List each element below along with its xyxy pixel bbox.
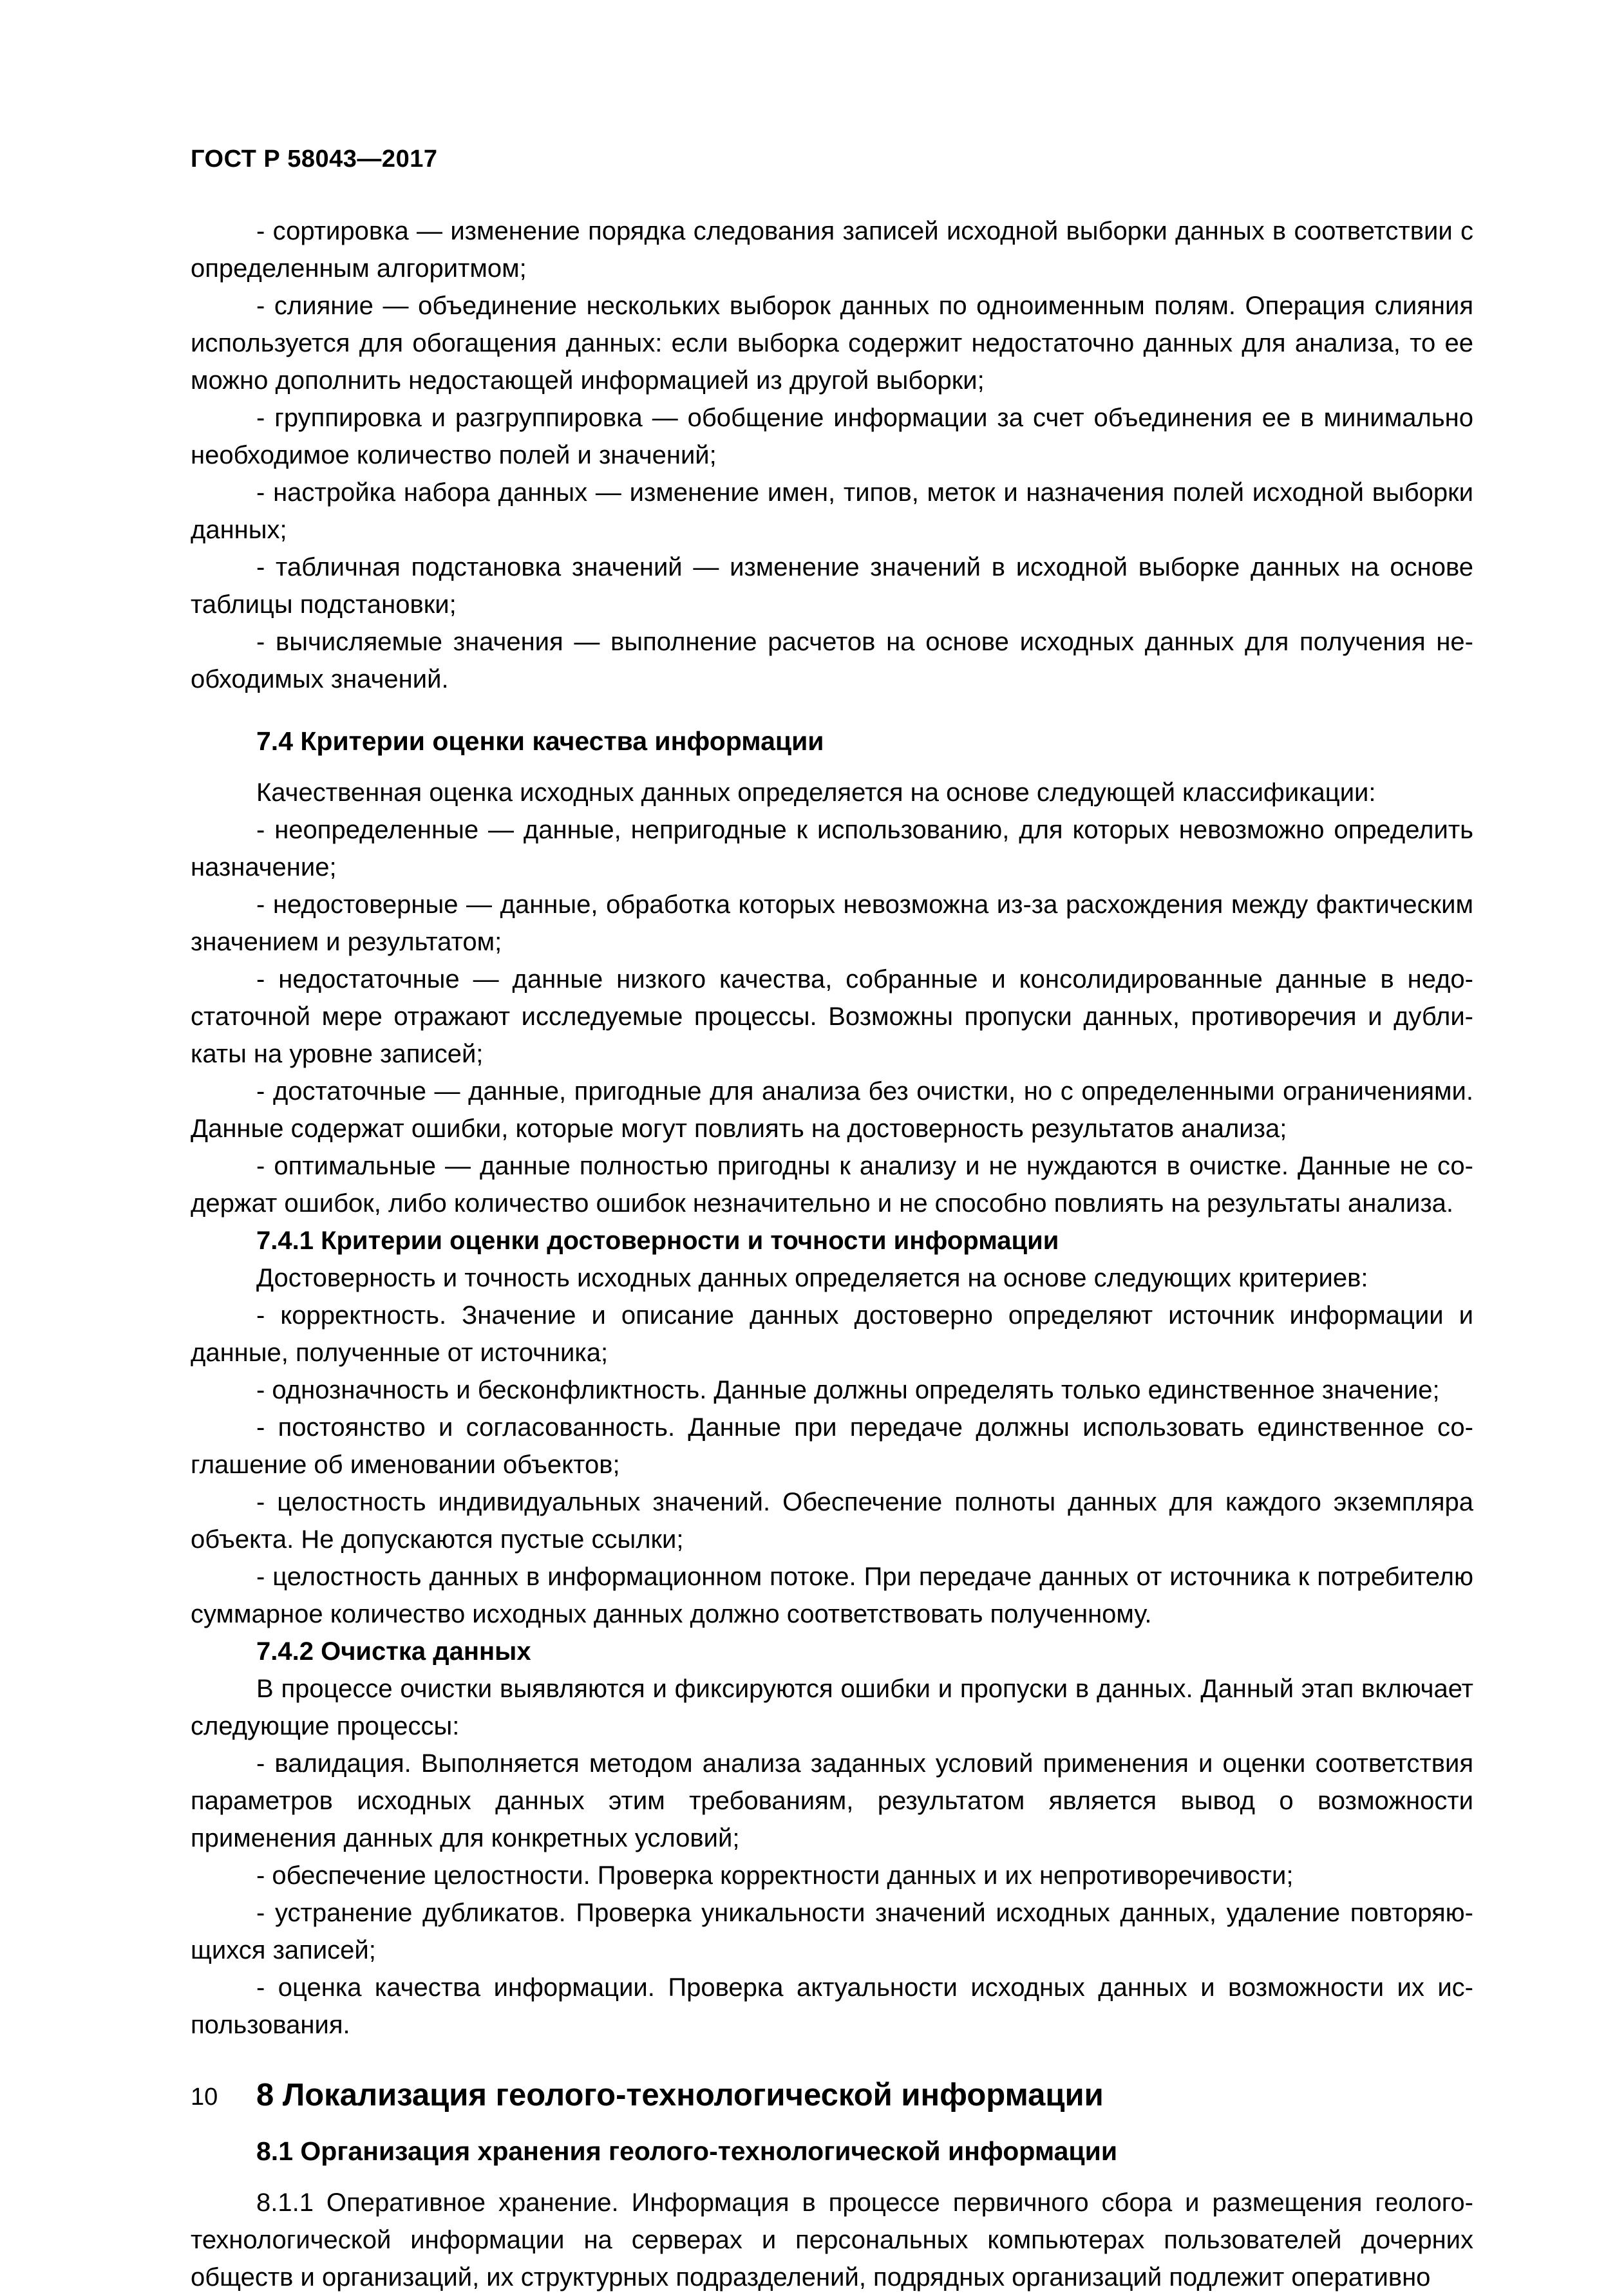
- criteria-item-individual-integrity: - целостность индивидуальных значений. Обеспечение полноты данных для каждого экземпляра объекта. Не допускаются пустые ссылки;: [191, 1488, 1473, 1554]
- list-item-dataset-setup: - настройка набора данных — изменение имен, типов, меток и назначения полей исходной выборки данных;: [191, 478, 1473, 544]
- list-item-table-substitution: - табличная подстановка значений — изменение значений в исходной выборке данных на основе таблицы подстановки;: [191, 553, 1473, 619]
- section-title-7-4-1: 7.4.1 Критерии оценки достоверности и точности информации: [256, 1227, 1059, 1255]
- document-body: [191, 212, 1473, 2296]
- list-item-sorting: - сортировка — изменение порядка следования записей исходной выборки данных в соответствии с определенным алгоритмом;: [191, 217, 1473, 283]
- standard-header: ГОСТ Р 58043—2017: [191, 146, 438, 173]
- paragraph-8-1-1: 8.1.1 Оперативное хранение. Информация в процессе первичного сбора и размещения геолого-технологической информации на серверах и персональных компьютерах пользователей дочерних обществ и организаций, их структурных подразделений, подрядных организаций подлежит оперативно: [191, 2188, 1473, 2291]
- section-title-7-4: 7.4 Критерии оценки качества информации: [256, 726, 824, 756]
- cleaning-item-integrity: - обеспечение целостности. Проверка корректности данных и их непротиворечивости;: [256, 1861, 1294, 1890]
- list-item-calculated-values: - вычисляемые значения — выполнение расчетов на основе исходных данных для получения необходимых значений.: [191, 628, 1473, 693]
- quality-item-sufficient: - достаточные — данные, пригодные для анализа без очистки, но с определенными ограничениями. Данные содержат ошибки, которые могут повлиять на достоверность результатов анализа;: [191, 1077, 1473, 1143]
- criteria-item-correctness: - корректность. Значение и описание данных достоверно определяют источник информации и данные, полученные от источника;: [191, 1301, 1473, 1367]
- section-title-7-4-2: 7.4.2 Очистка данных: [256, 1637, 531, 1666]
- cleaning-item-validation: - валидация. Выполняется методом анализа заданных условий применения и оценки соответствия параметров исходных данных этим требованиям, результатом является вывод о возможности применения данных для конкретных условий;: [191, 1749, 1473, 1852]
- section-intro-7-4-2: В процессе очистки выявляются и фиксируются ошибки и пропуски в данных. Данный этап включает следующие процессы:: [191, 1675, 1473, 1740]
- quality-item-undefined: - неопределенные — данные, непригодные к использованию, для которых невозможно определить назначение;: [191, 816, 1473, 881]
- cleaning-item-deduplication: - устранение дубликатов. Проверка уникальности значений исходных данных, удаление повторяющихся записей;: [191, 1899, 1473, 1964]
- section-title-8-1: 8.1 Организация хранения геолого-технологической информации: [256, 2136, 1118, 2166]
- criteria-item-stream-integrity: - целостность данных в информационном потоке. При передаче данных от источника к потребителю суммарное количество исходных данных должно соответствовать полученному.: [191, 1563, 1473, 1628]
- quality-item-unreliable: - недостоверные — данные, обработка которых невозможна из-за расхождения между фактическим значением и результатом;: [191, 890, 1473, 956]
- section-title-8: 8 Локализация геолого-технологической информации: [256, 2078, 1104, 2113]
- quality-item-insufficient: - недостаточные — данные низкого качества, собранные и консолидированные данные в недостаточной мере отражают исследуемые процессы. Возможны пропуски данных, противоречия и дубликаты на уровне записей;: [191, 965, 1473, 1068]
- list-item-merging: - слияние — объединение нескольких выборок данных по одноименным полям. Операция слияния используется для обогащения данных: если выборка содержит недостаточно данных для анализа, то ее можно дополнить недостающей информацией из другой выборки;: [191, 292, 1473, 395]
- quality-item-optimal: - оптимальные — данные полностью пригодны к анализу и не нуждаются в очистке. Данные не содержат ошибок, либо количество ошибок незначительно и не способно повлиять на результаты анализа.: [191, 1152, 1473, 1218]
- criteria-item-consistency: - постоянство и согласованность. Данные при передаче должны использовать единственное соглашение об именовании объектов;: [191, 1413, 1473, 1479]
- cleaning-item-quality-assessment: - оценка качества информации. Проверка актуальности исходных данных и возможности их использования.: [191, 1973, 1473, 2039]
- criteria-item-uniqueness: - однозначность и бесконфликтность. Данные должны определять только единственное значение;: [256, 1376, 1440, 1404]
- section-intro-7-4: Качественная оценка исходных данных определяется на основе следующей классификации:: [256, 778, 1376, 807]
- page-number: 10: [191, 2084, 218, 2111]
- section-intro-7-4-1: Достоверность и точность исходных данных определяется на основе следующих критериев:: [256, 1264, 1368, 1292]
- list-item-grouping: - группировка и разгруппировка — обобщение информации за счет объединения ее в минимально необходимое количество полей и значений;: [191, 404, 1473, 469]
